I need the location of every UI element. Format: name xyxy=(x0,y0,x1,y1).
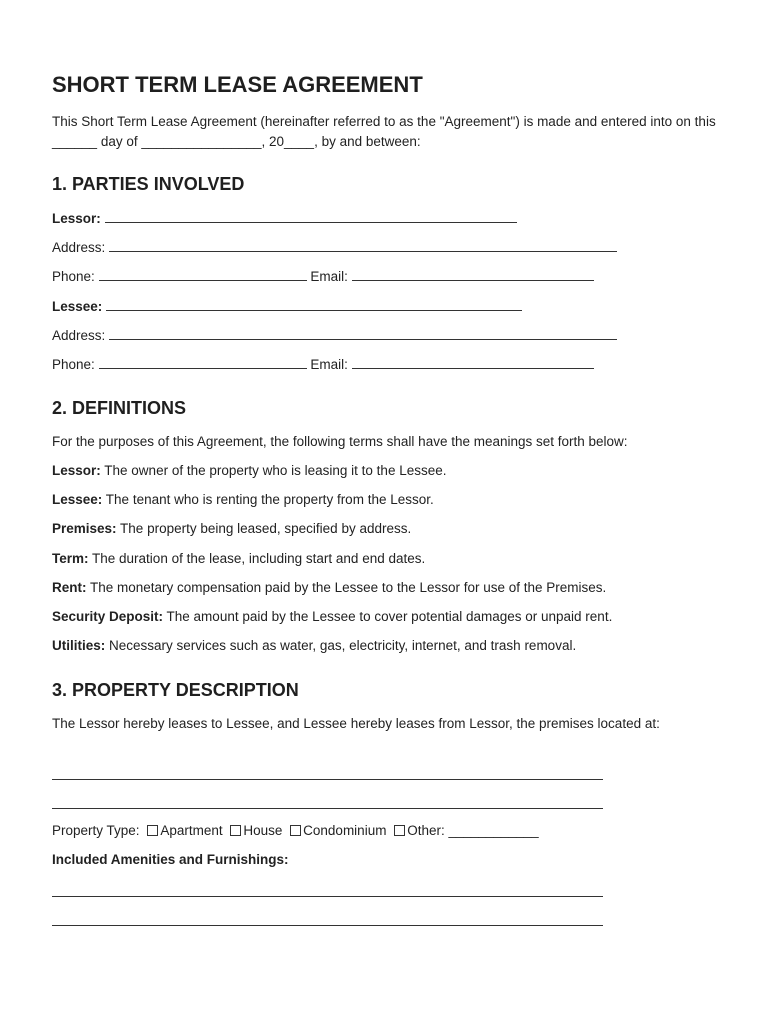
lessor-name-field[interactable] xyxy=(105,210,517,223)
address-line-2[interactable] xyxy=(52,808,603,809)
amenities-line-1[interactable] xyxy=(52,896,603,897)
apartment-checkbox[interactable] xyxy=(147,825,158,836)
lessee-address-field[interactable] xyxy=(109,327,617,340)
section-heading-definitions: 2. DEFINITIONS xyxy=(52,398,187,418)
house-option-label: House xyxy=(243,823,283,838)
other-option-label: Other: xyxy=(407,823,445,838)
lessee-contact-row xyxy=(52,356,594,374)
definitions-intro: For the purposes of this Agreement, the following terms shall have the meanings set forth below: xyxy=(52,434,628,449)
document-title: SHORT TERM LEASE AGREEMENT xyxy=(52,72,423,97)
intro-text: This Short Term Lease Agreement (hereinafter referred to as the "Agreement") is made and entered into on this xyxy=(52,114,716,129)
amenities-label xyxy=(52,851,289,869)
phone-label: Phone: xyxy=(52,357,95,372)
address-label: Address: xyxy=(52,240,106,255)
definition-term: Premises: xyxy=(52,521,117,536)
other-type-field[interactable]: ____________ xyxy=(448,823,539,838)
definition-term: Lessee: xyxy=(52,492,103,507)
definition-item xyxy=(52,491,434,509)
lessor-phone-field[interactable] xyxy=(99,268,307,281)
lessee-address-row xyxy=(52,327,617,345)
lessor-label: Lessor: xyxy=(52,211,101,226)
lessor-address-row xyxy=(52,239,617,257)
definition-term: Rent: xyxy=(52,580,87,595)
property-type-row xyxy=(52,822,539,840)
lessee-label: Lessee: xyxy=(52,299,103,314)
definition-term: Term: xyxy=(52,551,89,566)
property-intro: The Lessor hereby leases to Lessee, and Lessee hereby leases from Lessor, the premises located at: xyxy=(52,716,660,731)
address-label: Address: xyxy=(52,328,106,343)
month-blank[interactable]: ________________ xyxy=(141,133,262,149)
definition-text: The duration of the lease, including start and end dates. xyxy=(88,551,426,566)
definition-text: The amount paid by the Lessee to cover potential damages or unpaid rent. xyxy=(163,609,613,624)
amenities-label-text: Included Amenities and Furnishings: xyxy=(52,852,289,867)
definition-term: Utilities: xyxy=(52,638,106,653)
section-heading-property: 3. PROPERTY DESCRIPTION xyxy=(52,680,299,700)
definition-text: The owner of the property who is leasing it to the Lessee. xyxy=(100,463,447,478)
phone-label: Phone: xyxy=(52,269,95,284)
definition-item xyxy=(52,608,612,626)
definition-item xyxy=(52,462,446,480)
intro-text: , 20 xyxy=(261,133,285,149)
year-blank[interactable]: ____ xyxy=(284,133,315,149)
lessee-name-row xyxy=(52,298,522,316)
email-label: Email: xyxy=(310,269,348,284)
definition-text: The property being leased, specified by address. xyxy=(116,521,412,536)
amenities-line-2[interactable] xyxy=(52,925,603,926)
definition-text: Necessary services such as water, gas, electricity, internet, and trash removal. xyxy=(105,638,577,653)
definition-text: The monetary compensation paid by the Lessee to the Lessor for use of the Premises. xyxy=(86,580,607,595)
lessor-address-field[interactable] xyxy=(109,239,617,252)
house-checkbox[interactable] xyxy=(230,825,241,836)
definition-item xyxy=(52,579,606,597)
apartment-option-label: Apartment xyxy=(160,823,223,838)
condominium-checkbox[interactable] xyxy=(290,825,301,836)
definition-item xyxy=(52,520,411,538)
lessor-name-row xyxy=(52,210,517,228)
definition-item xyxy=(52,550,425,568)
definition-term: Security Deposit: xyxy=(52,609,164,624)
lessee-name-field[interactable] xyxy=(106,298,522,311)
intro-paragraph xyxy=(52,112,732,151)
other-checkbox[interactable] xyxy=(394,825,405,836)
intro-text: day of xyxy=(97,133,142,149)
property-type-label: Property Type: xyxy=(52,823,140,838)
intro-text: , by and between: xyxy=(314,133,421,149)
lessee-email-field[interactable] xyxy=(352,356,594,369)
definition-text: The tenant who is renting the property from the Lessor. xyxy=(102,492,434,507)
condominium-option-label: Condominium xyxy=(303,823,387,838)
section-heading-parties: 1. PARTIES INVOLVED xyxy=(52,174,245,194)
definition-term: Lessor: xyxy=(52,463,101,478)
lessee-phone-field[interactable] xyxy=(99,356,307,369)
lessor-contact-row xyxy=(52,268,594,286)
day-blank[interactable]: ______ xyxy=(52,133,98,149)
email-label: Email: xyxy=(310,357,348,372)
lessor-email-field[interactable] xyxy=(352,268,594,281)
definition-item xyxy=(52,637,576,655)
address-line-1[interactable] xyxy=(52,779,603,780)
